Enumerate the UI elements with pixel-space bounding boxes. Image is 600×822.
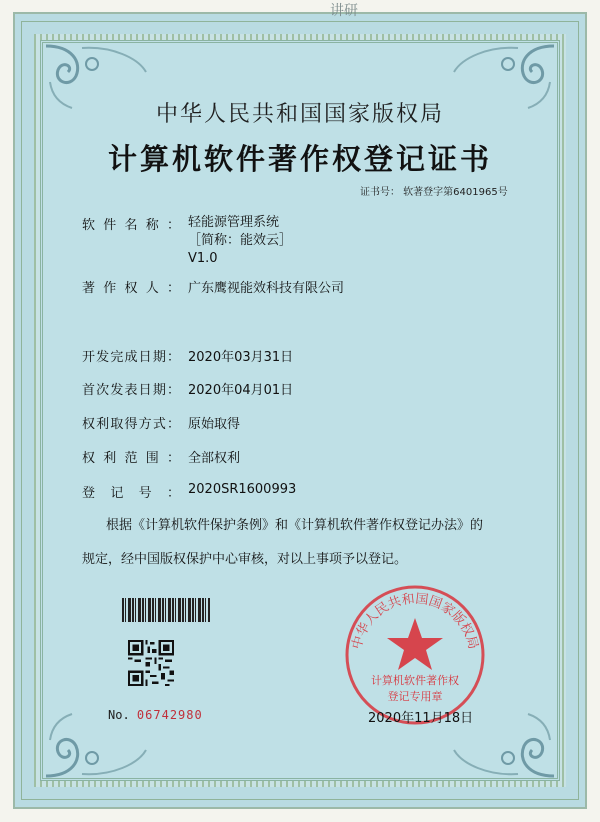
software-version-line: V1.0 (188, 251, 218, 266)
field-value: 广东鹰视能效科技有限公司 (188, 281, 345, 296)
software-name-line: 轻能源管理系统 (188, 215, 280, 230)
serial-value: 06742980 (136, 708, 203, 722)
software-short-name-line: ［简称：能效云］ (188, 233, 293, 248)
field-value: 原始取得 (188, 417, 241, 432)
handwritten-note: 讲研 (330, 3, 358, 19)
field-label: 权利取得方式： (82, 417, 180, 432)
qr-code (128, 640, 174, 686)
legal-statement-line-1: 根据《计算机软件保护条例》和《计算机软件著作权登记办法》的 (106, 518, 484, 533)
field-value: 2020年04月01日 (188, 383, 294, 398)
field-label: 登记号： (82, 486, 180, 501)
field-value (188, 214, 292, 268)
serial-prefix: No. (108, 708, 130, 722)
seal-star-icon (387, 618, 443, 670)
field-value: 全部权利 (188, 451, 241, 466)
field-label: 开发完成日期： (82, 350, 180, 365)
legal-statement-line-2: 规定，经中国版权保护中心审核，对以上事项予以登记。 (82, 552, 408, 567)
issue-date: 2020年11月18日 (368, 711, 474, 726)
seal-outer-text: 中华人民共和国国家版权局 (349, 591, 481, 651)
seal-inner-text-2: 登记专用章 (387, 690, 443, 703)
certificate-title: 计算机软件著作权登记证书 (107, 142, 492, 176)
field-label: 权利范围： (82, 451, 180, 466)
seal-inner-text-1: 计算机软件著作权 (371, 674, 459, 687)
serial-number (108, 708, 203, 722)
field-label: 首次发表日期： (82, 383, 180, 398)
field-label: 软件名称： (82, 218, 180, 233)
legal-statement (82, 509, 542, 577)
field-label: 著作权人： (82, 281, 180, 296)
certificate-number: 证书号： 软著登字第6401965号 (360, 187, 508, 198)
barcode (122, 598, 210, 622)
field-value: 2020SR1600993 (188, 482, 297, 497)
field-value: 2020年03月31日 (188, 350, 294, 365)
issuer-name: 中华人民共和国国家版权局 (155, 102, 444, 127)
